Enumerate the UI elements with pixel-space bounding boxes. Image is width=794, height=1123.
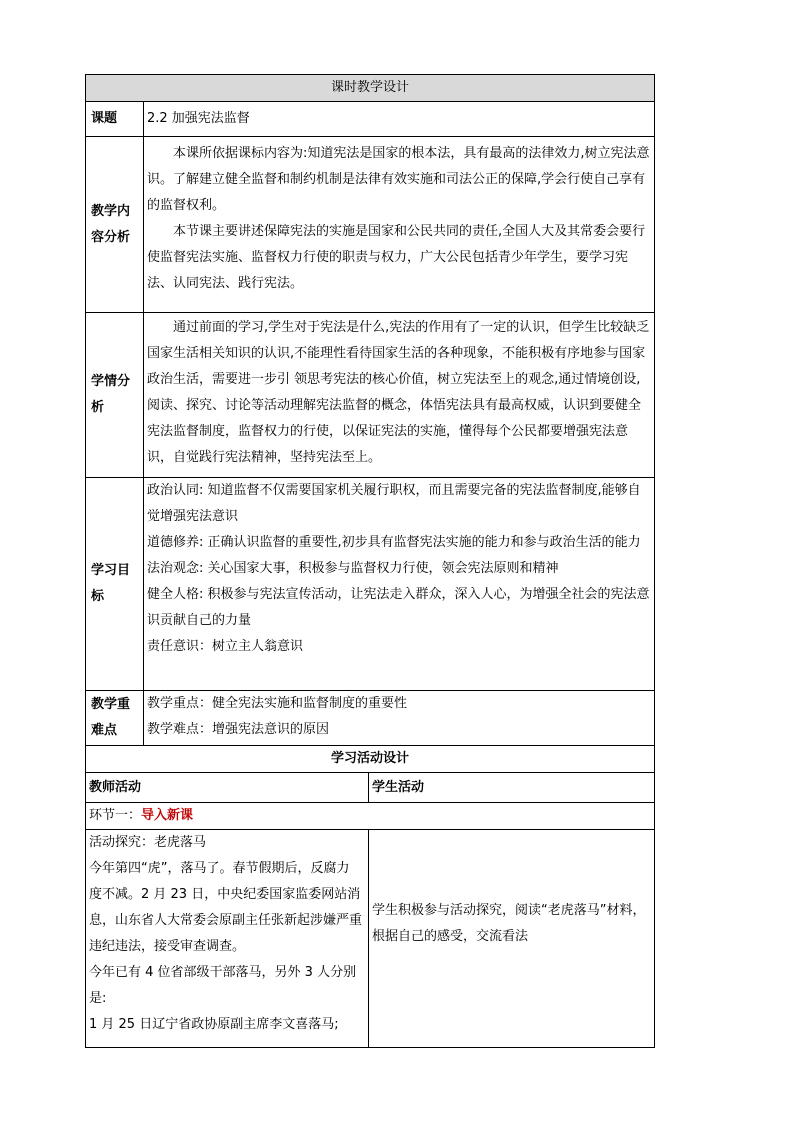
teacher-activity-header: 教师活动 <box>86 773 369 803</box>
teaching-difficulty: 教学难点：增强宪法意识的原因 <box>147 722 330 737</box>
lesson-plan-table <box>85 74 655 1048</box>
learning-goal-item: 道德修养: 正确认识监督的重要性,初步具有监督宪法实施的能力和参与政治生活的能力 <box>147 535 641 550</box>
activity-content-row <box>86 830 655 1048</box>
stage-name: 导入新课 <box>141 808 194 823</box>
teacher-activity-line: 活动探究：老虎落马 <box>89 835 207 850</box>
stage-row <box>86 803 655 830</box>
lesson-plan-page <box>85 74 654 1048</box>
learning-goal-item: 健全人格: 积极参与宪法宣传活动，让宪法走入群众，深入人心，为增强全社会的宪法意识贡献自己的力量 <box>147 587 650 628</box>
learning-goals-row <box>86 478 655 691</box>
activity-header-row <box>86 773 655 803</box>
table-title: 课时教学设计 <box>86 75 655 102</box>
topic-value: 2.2 加强宪法监督 <box>144 102 655 137</box>
learning-goal-item: 法治观念: 关心国家大事，积极参与监督权力行使，领会宪法原则和精神 <box>147 561 559 576</box>
student-activity-header: 学生活动 <box>369 773 655 803</box>
student-analysis-row <box>86 313 655 478</box>
learning-goal-item: 政治认同: 知道监督不仅需要国家机关履行职权，而且需要完备的宪法监督制度,能够自觉增强宪法意识 <box>147 483 641 524</box>
content-analysis-paragraph-1: 本课所依据课标内容为:知道宪法是国家的根本法，具有最高的法律效力,树立宪法意识。了解建立健全监督和制约机制是法律有效实施和司法公正的保障,学会行使自己享有的监督权利。 <box>147 146 650 213</box>
content-analysis-paragraph-2: 本节课主要讲述保障宪法的实施是国家和公民共同的责任,全国人大及其常委会要行使监督宪法实施、监督权力行使的职责与权力，广大公民包括青少年学生，要学习宪法、认同宪法、践行宪法。 <box>147 224 646 291</box>
student-analysis-text: 通过前面的学习,学生对于宪法是什么,宪法的作用有了一定的认识，但学生比较缺乏国家生活相关知识的认识,不能理性看待国家生活的各种现象，不能积极有序地参与国家政治生活，需要进一步引 领思考宪法的核心价值，树立宪法至上的观念,通过情境创设,阅读、探究、讨论等活动理解宪法监督的概念，体悟宪法具有最高权威，认识到要健全宪法监督制度，监督权力的行使，以保证宪法的实施，懂得每个公民都要增强宪法意识，自觉践行宪法精神，坚持宪法至上。 <box>147 320 650 465</box>
topic-row <box>86 102 655 137</box>
teacher-activity-line: 今年已有 4 位省部级干部落马，另外 3 人分别是: <box>89 965 357 1006</box>
learning-goals-label: 学习目标 <box>86 478 144 691</box>
stage-prefix: 环节一： <box>89 808 142 823</box>
student-activity-text: 学生积极参与活动探究，阅读“老虎落马”材料，根据自己的感受，交流看法 <box>372 902 646 944</box>
activity-design-title-row <box>86 746 655 773</box>
topic-label: 课题 <box>86 102 144 137</box>
key-points-label: 教学重难点 <box>86 691 144 746</box>
teacher-activity-line: 今年第四“虎”，落马了。春节假期后，反腐力度不减。2 月 23 日，中央纪委国家监委网站消息，山东省人大常委会原副主任张新起涉嫌严重违纪违法，接受审查调查。 <box>89 861 363 954</box>
teacher-activity-line: 1 月 25 日辽宁省政协原副主席李文喜落马; <box>89 1017 339 1032</box>
content-analysis-label: 教学内容分析 <box>86 137 144 313</box>
student-analysis-label: 学情分析 <box>86 313 144 478</box>
learning-goal-item: 责任意识：树立主人翁意识 <box>147 639 304 654</box>
header-row <box>86 75 655 102</box>
content-analysis-row <box>86 137 655 313</box>
key-points-row <box>86 691 655 746</box>
activity-design-title: 学习活动设计 <box>86 746 655 773</box>
teaching-focus: 教学重点：健全宪法实施和监督制度的重要性 <box>147 696 408 711</box>
